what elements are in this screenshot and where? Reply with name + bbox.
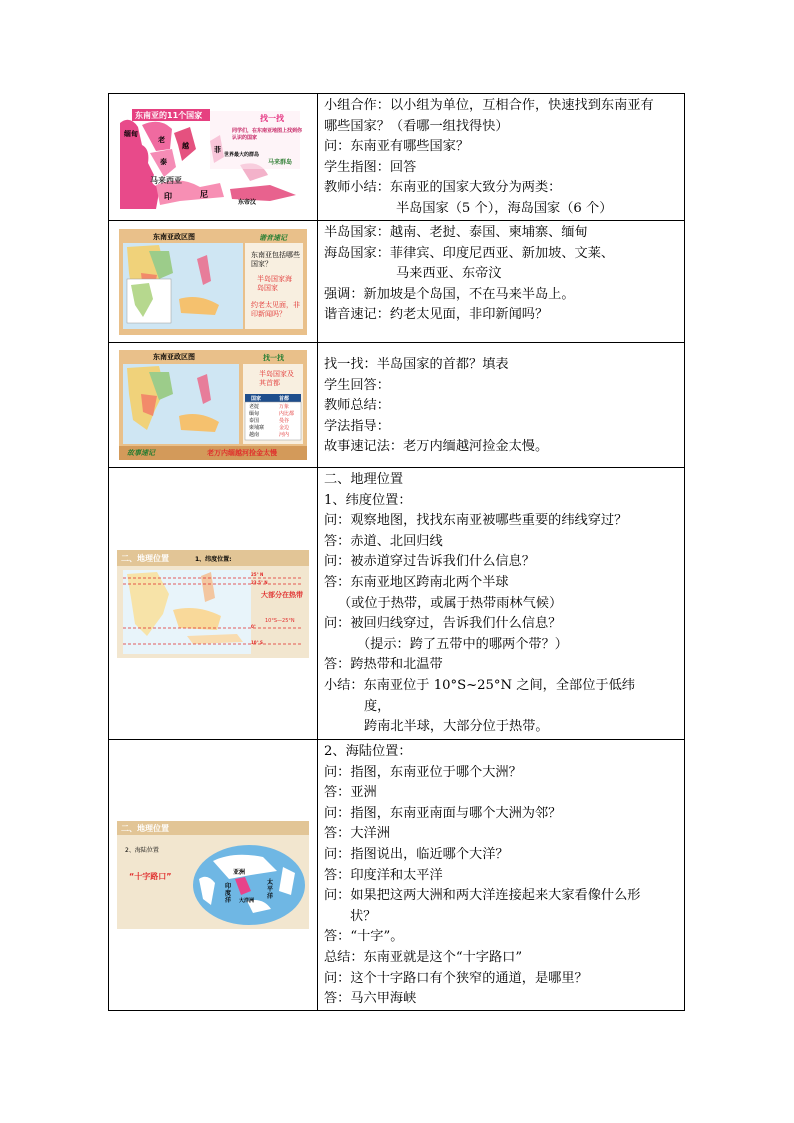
table-row	[109, 94, 685, 221]
country-cell: 越南	[249, 432, 260, 438]
image-cell	[109, 221, 318, 343]
slide-sea-land	[117, 821, 309, 929]
slide-latitude	[117, 550, 309, 658]
pacific-ocean-label: 太平洋	[267, 878, 274, 900]
text-cell	[318, 221, 685, 343]
text-line: 答：大洋洲	[324, 826, 390, 842]
capital-cell: 河内	[279, 432, 290, 438]
text-cell	[318, 343, 685, 468]
text-line: 二、地理位置	[324, 472, 404, 487]
slide-question: 东南亚包括哪些国家？	[251, 250, 300, 268]
text-cell	[318, 468, 685, 740]
lesson-table	[108, 93, 685, 1011]
slide-mnemonic: 约老太见面，非印新闻吗？	[251, 300, 300, 318]
country-cell: 泰国	[249, 418, 260, 424]
text-line: 1、纬度位置：	[324, 492, 412, 508]
capital-cell: 内比都	[279, 411, 295, 417]
slide-subtitle: 1、纬度位置:	[195, 555, 232, 563]
map-label: 东帝汶	[238, 199, 257, 206]
map-label: 菲	[214, 146, 221, 154]
capital-cell: 曼谷	[279, 418, 290, 424]
capital-cell: 万象	[279, 404, 290, 410]
text-line: 答：跨热带和北温带	[324, 657, 443, 673]
text-line: 2、海陆位置：	[324, 744, 412, 759]
slide-badge: 找一找	[260, 114, 284, 123]
latitude-label: 25° N	[251, 571, 264, 577]
slide-title: 东南亚政区图	[153, 353, 195, 361]
slide-title: 东南亚的11个国家	[135, 111, 203, 120]
text-line: 谐音速记：约老太见面，非印新闻吗？	[324, 307, 549, 323]
text-line: 度，	[364, 698, 391, 714]
text-line: 跨南北半球，大部分位于热带。	[364, 719, 549, 735]
text-line: 答：亚洲	[324, 785, 377, 801]
text-cell	[318, 740, 685, 1011]
slide-countries	[120, 105, 306, 209]
slide-latitude-graphic	[117, 550, 309, 658]
slide-range: 10°S—25°N	[265, 617, 295, 624]
text-line: 马来西亚、东帝汶	[396, 266, 502, 282]
text-line: 答：赤道、北回归线	[324, 533, 443, 549]
text-line: 问：指图，东南亚南面与哪个大洲为邻？	[324, 805, 562, 821]
text-line: 问：被赤道穿过告诉我们什么信息？	[324, 554, 535, 570]
table-header: 国家	[251, 396, 262, 402]
slide-story-label: 故事速记	[127, 449, 155, 457]
text-line: 答：“十字”。	[324, 929, 404, 945]
slide-title: 二、地理位置	[121, 823, 169, 833]
table-row	[109, 468, 685, 740]
slide-mnemonic: 老万内缅越河捡金太慢	[207, 449, 277, 457]
text-line: 海岛国家：菲律宾、印度尼西亚、新加坡、文莱、	[324, 245, 615, 261]
latitude-label: 10° S	[251, 639, 263, 645]
table-header: 首都	[279, 396, 290, 402]
slide-title: 东南亚政区图	[153, 232, 195, 241]
text-line: 学法指导：	[324, 418, 390, 434]
text-line: 学生指图：回答	[324, 159, 417, 175]
text-line: 问：观察地图，找找东南亚被哪些重要的纬线穿过？	[324, 513, 628, 529]
slide-crossroads: “十字路口”	[129, 871, 172, 881]
slide-answer: 半岛国家海岛国家	[257, 274, 292, 292]
text-line: 强调：新加坡是个岛国，不在马来半岛上。	[324, 286, 575, 302]
text-line: （提示：跨了五带中的哪两个带？）	[357, 636, 568, 652]
asia-label: 亚洲	[233, 868, 246, 876]
image-cell	[109, 468, 318, 740]
image-cell	[109, 343, 318, 468]
indian-ocean-label: 印度洋	[225, 882, 232, 904]
text-line: 找一找：半岛国家的首都？填表	[324, 357, 509, 372]
slide-capitals	[119, 350, 307, 460]
text-line: 小结：东南亚位于 10°S~25°N 之间，全部位于低纬	[324, 677, 635, 693]
text-line: 半岛国家（5 个），海岛国家（6 个）	[396, 200, 613, 216]
slide-highlight: 大部分在热带	[261, 590, 303, 599]
slide-badge: 找一找	[263, 354, 284, 362]
text-line: 半岛国家：越南、老挝、泰国、柬埔寨、缅甸	[324, 225, 588, 240]
map-label: 缅甸	[124, 130, 138, 138]
text-line: 故事速记法：老万内缅越河捡金太慢。	[324, 439, 549, 455]
text-line: 小组合作：以小组为单位，互相合作，快速找到东南亚有	[324, 98, 654, 113]
slide-subtitle: 2、海陆位置	[125, 846, 159, 854]
image-cell	[109, 740, 318, 1011]
capital-cell: 金边	[279, 425, 290, 431]
text-line: 问：指图说出，临近哪个大洋？	[324, 846, 509, 862]
text-line: 答：马六甲海峡	[324, 991, 417, 1007]
table-row	[109, 221, 685, 343]
slide-note: 同学们，在东南亚地图上找到你认识的国家	[232, 128, 303, 141]
text-line: 哪些国家？（看哪一组找得快）	[324, 118, 509, 134]
map-label: 老	[158, 136, 165, 144]
slide-question: 半岛国家及其首都	[259, 370, 294, 387]
image-cell	[109, 94, 318, 221]
text-line: （或位于热带，或属于热带雨林气候）	[338, 595, 563, 611]
text-line: 问：这个十字路口有个狭窄的通道，是哪里？	[324, 970, 588, 986]
map-label: 马来西亚	[150, 176, 182, 185]
map-label: 尼	[200, 190, 208, 199]
text-line: 教师小结：东南亚的国家大致分为两类：	[324, 180, 562, 196]
latitude-label: 23.5° N	[251, 579, 268, 585]
map-label: 印	[164, 192, 172, 201]
map-label: 泰	[160, 158, 167, 166]
text-line: 总结：东南亚就是这个“十字路口”	[324, 949, 523, 965]
table-row	[109, 343, 685, 468]
country-cell: 老挝	[249, 404, 260, 410]
text-line: 问：指图，东南亚位于哪个大洲？	[324, 764, 522, 780]
table-row	[109, 740, 685, 1011]
slide-title: 二、地理位置	[121, 553, 169, 563]
text-line: 问：东南亚有哪些国家？	[324, 139, 470, 155]
text-line: 教师总结：	[324, 398, 390, 414]
text-line: 状？	[350, 908, 377, 924]
country-cell: 缅甸	[249, 411, 260, 417]
slide-note: 世界最大的群岛	[224, 152, 260, 158]
text-line: 问：被回归线穿过，告诉我们什么信息？	[324, 616, 562, 632]
slide-note: 马来群岛	[268, 159, 293, 166]
latitude-label: 0°	[251, 623, 256, 629]
text-line: 答：东南亚地区跨南北两个半球	[324, 574, 509, 590]
text-line: 问：如果把这两大洲和两大洋连接起来大家看像什么形	[324, 888, 641, 904]
slide-political-map	[119, 229, 307, 335]
oceania-label: 大洋洲	[239, 897, 255, 904]
map-label: 越	[182, 142, 189, 150]
text-line: 学生回答：	[324, 377, 390, 393]
country-cell: 柬埔寨	[249, 425, 265, 431]
slide-badge: 谐音速记	[259, 233, 287, 242]
text-line: 答：印度洋和太平洋	[324, 867, 443, 883]
text-cell	[318, 94, 685, 221]
